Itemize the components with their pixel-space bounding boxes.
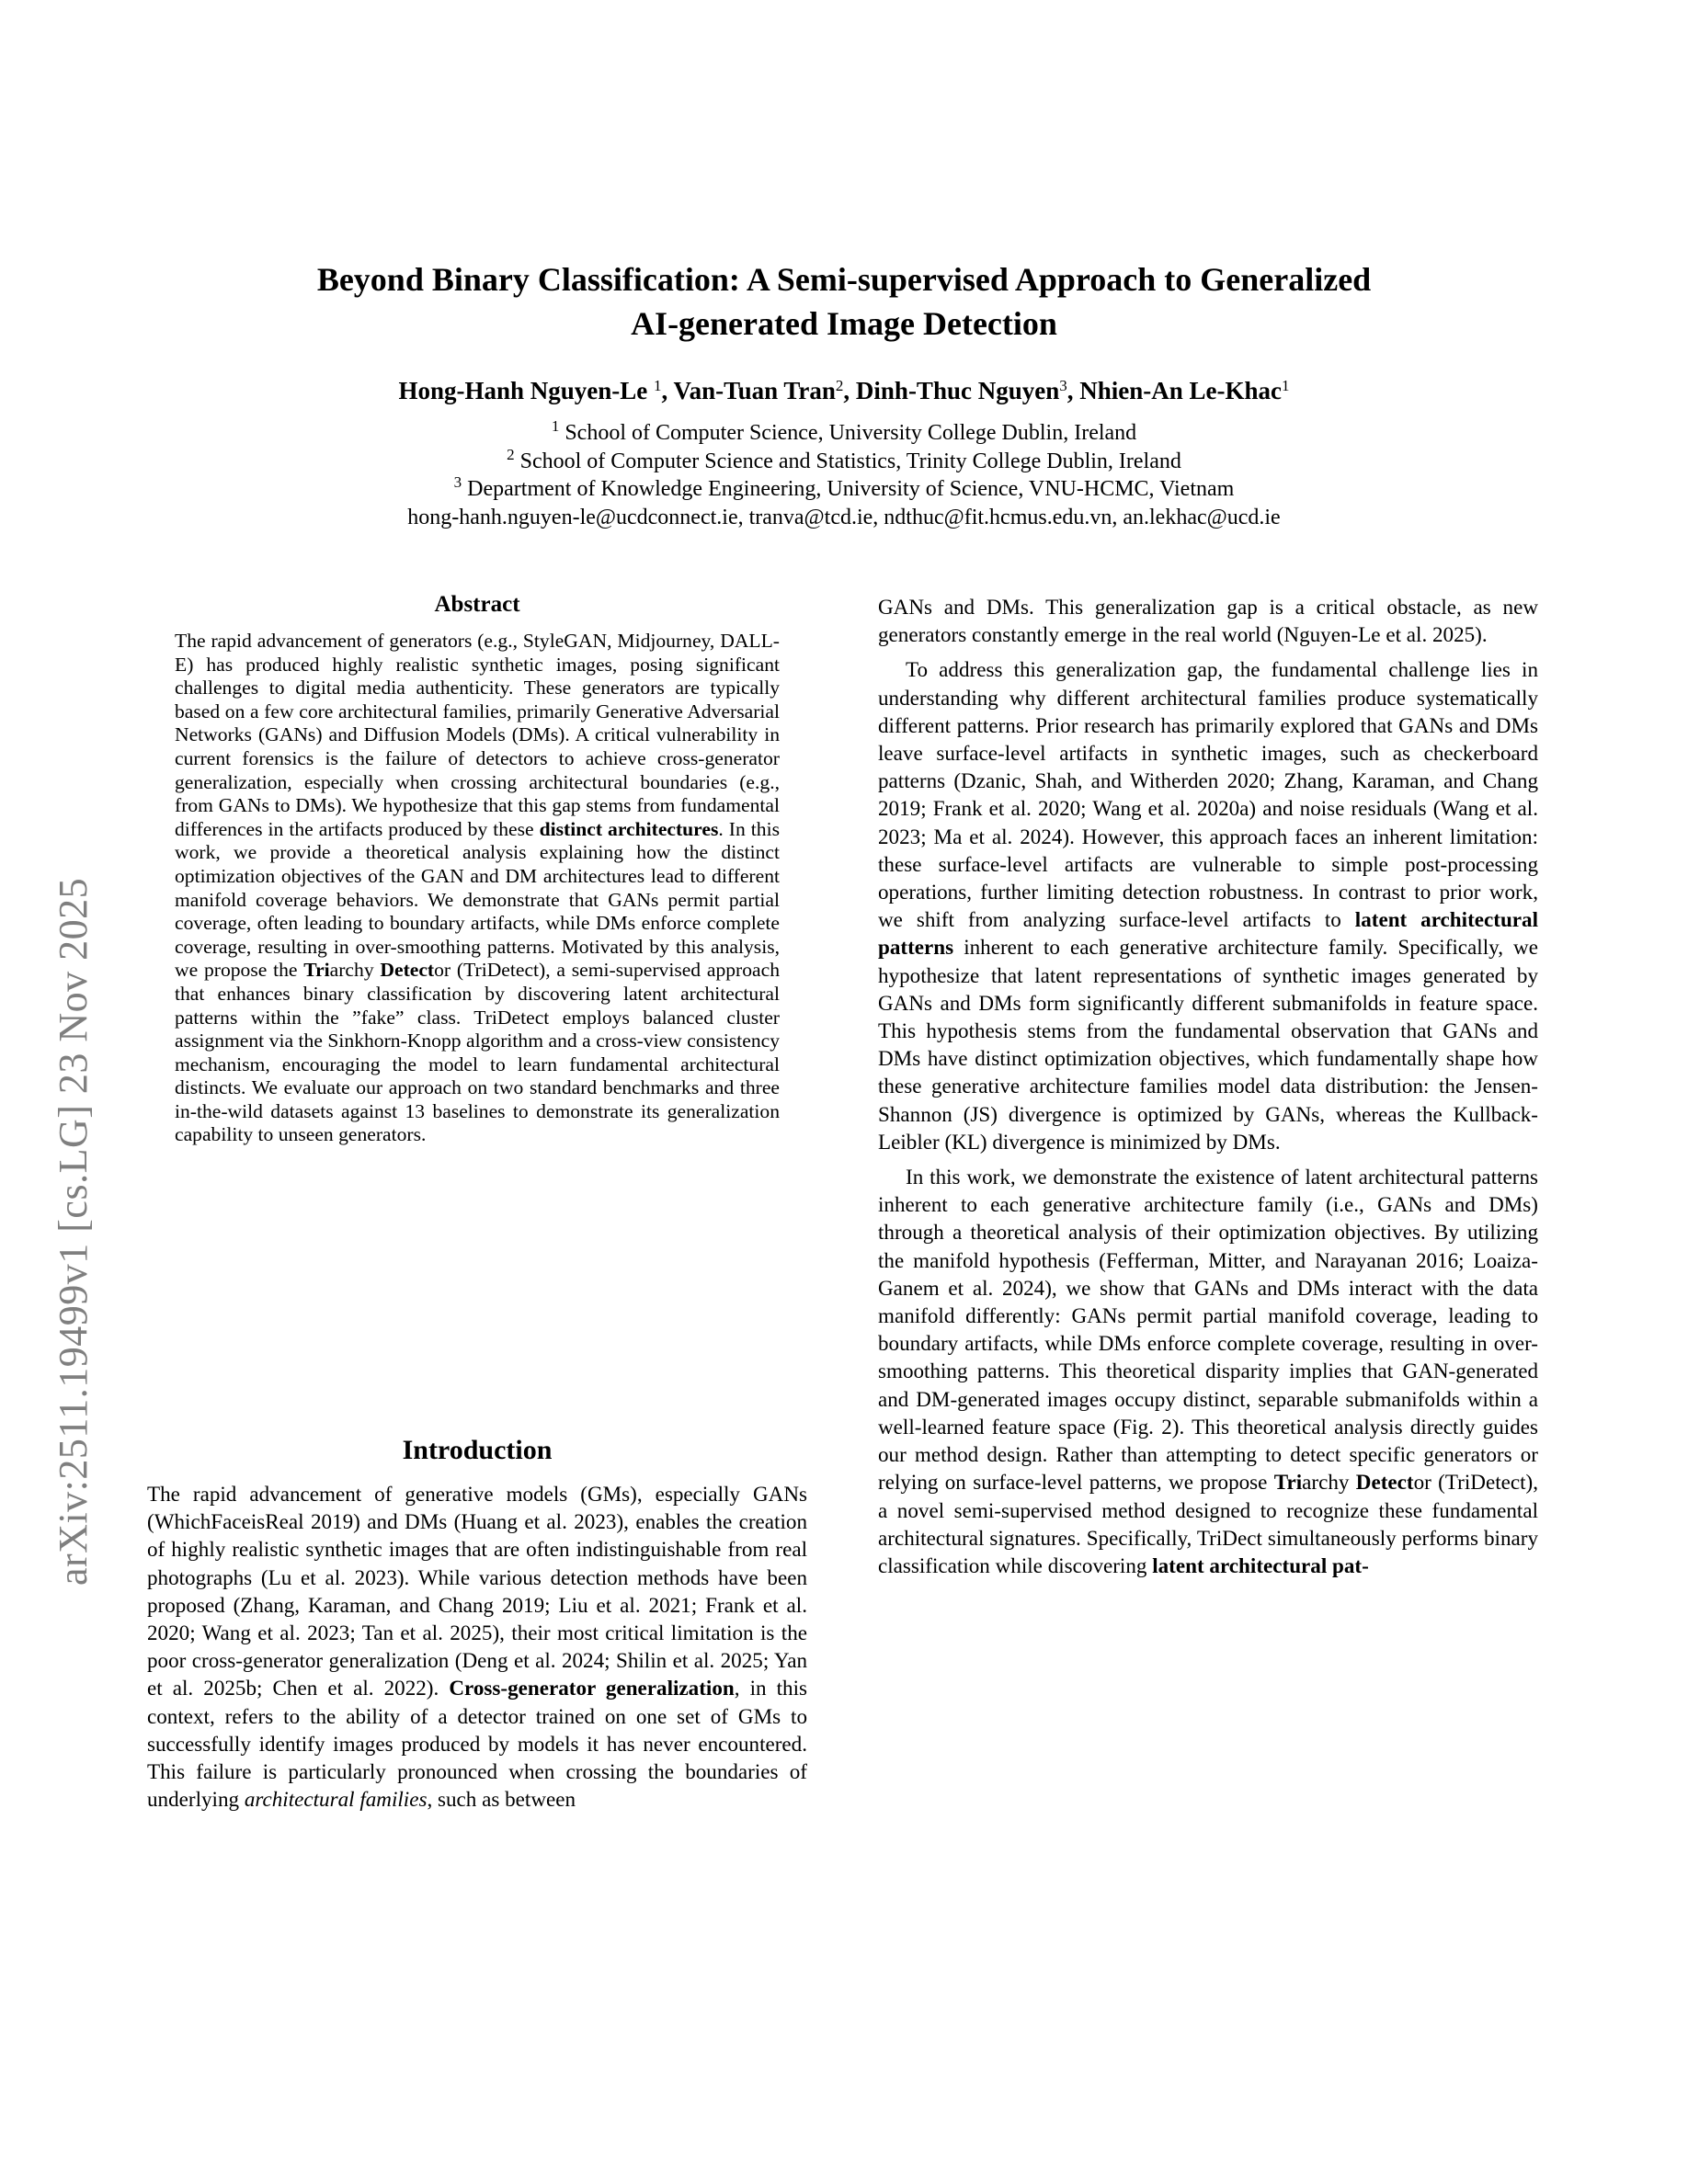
author-separator: , (661, 377, 674, 404)
affiliation-mark: 1 (551, 417, 560, 435)
bold-text: Tri (303, 959, 330, 982)
right-column (878, 593, 1538, 1579)
affiliation-line (147, 419, 1541, 448)
bold-text: Tri (1273, 1470, 1303, 1495)
abstract-heading: Abstract (434, 592, 520, 617)
paper-title (147, 257, 1541, 346)
author-emails: hong-hanh.nguyen-le@ucdconnect.ie, tranva@tcd.ie, ndthuc@fit.hcmus.edu.vn, an.lekhac@ucd.ie (407, 505, 1281, 529)
affiliation-line (147, 475, 1541, 504)
body-paragraph (878, 655, 1538, 1155)
text-run: or (TriDetect), a semi-supervised approach that enhances binary classification by discovering latent architectural patterns within the ”fake” class. TriDetect employs balanced cluster assignment via the Sinkhorn-Knopp algorithm and a cross-view consistency mechanism, encouraging the model to learn fundamental architectural distincts. We evaluate our approach on two standard benchmarks and three in-the-wild datasets against 13 baselines to demonstrate its generalization capability to unseen generators. (175, 959, 781, 1146)
affiliation-list (147, 419, 1541, 504)
text-run: archy (329, 959, 381, 982)
arxiv-side-stamp: arXiv:2511.19499v1 [cs.LG] 23 Nov 2025 (51, 877, 96, 1586)
author-separator: , (843, 377, 856, 404)
affiliation-line (147, 445, 1541, 476)
affiliation-mark: 3 (453, 473, 462, 491)
text-run: or (TriDetect), a novel semi-supervised method designed to recognize these fundamental architectural signatures. Specifically, TriDect simultaneously performs binary classification while discovering (878, 1470, 1538, 1577)
text-run: , such as between (427, 1787, 576, 1812)
title-line-2: AI-generated Image Detection (631, 305, 1057, 342)
affiliation-mark: 2 (507, 445, 515, 463)
text-run: To address this generalization gap, the fundamental challenge lies in understanding why different architectural families produce systematically different patterns. Prior research has primarily explored that GANs and DMs leave surface-level artifacts in synthetic images, such as checkerboard patterns (Dzanic, Shah, and Witherden 2020; Zhang, Karaman, and Chang 2019; Frank et al. 2020; Wang et al. 2020a) and noise residuals (Wang et al. 2023; Ma et al. 2024). However, this approach faces an inherent limitation: these surface-level artifacts are vulnerable to simple post-processing operations, further limiting detection robustness. In contrast to prior work, we shift from analyzing surface-level artifacts to (878, 657, 1538, 932)
affiliation-mark: 3 (1059, 377, 1067, 394)
body-paragraph (878, 1163, 1538, 1579)
affiliation-mark: 1 (1282, 377, 1290, 394)
bold-text: distinct architectures (539, 817, 719, 840)
text-run: . In this work, we provide a theoretical analysis explaining how the distinct optimization objectives of the GAN and DM architectures lead to different manifold coverage behaviors. We demonstrate that GANs permit partial coverage, often leading to boundary artifacts, while DMs enforce complete coverage, resulting in over-smoothing patterns. Motivated by this analysis, we propose the (175, 817, 780, 982)
text-run: , in this context, refers to the ability of a detector trained on one set of GMs to successfully identify images produced by models it has never encountered. This failure is particularly pronounced when crossing the boundaries of underlying (147, 1676, 807, 1812)
abstract-text (175, 630, 780, 1147)
text-run: The rapid advancement of generative models (GMs), especially GANs (WhichFaceisReal 2019) and DMs (Huang et al. 2023), enables the creation of highly realistic synthetic images that are often indistinguishable from real photographs (Lu et al. 2023). While various detection methods have been proposed (Zhang, Karaman, and Chang 2019; Liu et al. 2021; Frank et al. 2020; Wang et al. 2023; Tan et al. 2025), their most critical limitation is the poor cross-generator generalization (Deng et al. 2024; Shilin et al. 2025; Yan et al. 2025b; Chen et al. 2022). (147, 1482, 807, 1701)
author-name: Dinh-Thuc Nguyen (855, 377, 1060, 404)
text-run: GANs and DMs. This generalization gap is a critical obstacle, as new generators constantly emerge in the real world (Nguyen-Le et al. 2025). (878, 595, 1538, 647)
affiliation-text: School of Computer Science, University College Dublin, Ireland (565, 421, 1137, 445)
author-list (147, 374, 1541, 407)
text-run: The rapid advancement of generators (e.g., StyleGAN, Midjourney, DALL-E) has produced highly realistic synthetic images, posing significant challenges to digital media authenticity. These generators are typically based on a few core architectural families, primarily Generative Adversarial Networks (GANs) and Diffusion Models (DMs). A critical vulnerability in current forensics is the failure of detectors to achieve cross-generator generalization, especially when crossing architectural boundaries (e.g., from GANs to DMs). We hypothesize that this gap stems from fundamental differences in the artifacts produced by these (175, 630, 780, 840)
author-name: Van-Tuan Tran (673, 377, 836, 404)
text-run: archy (1302, 1470, 1356, 1495)
italic-text: architectural families (244, 1787, 428, 1812)
author-name: Nhien-An Le-Khac (1079, 377, 1282, 404)
text-run: inherent to each generative architecture family. Specifically, we hypothesize that latent representations of synthetic images generated by GANs and DMs form significantly different submanifolds in feature space. This hypothesis stems from the fundamental observation that GANs and DMs have distinct optimization objectives, which fundamentally shape how these generative architecture families model data distribution: the Jensen-Shannon (JS) divergence is optimized by GANs, whereas the Kullback-Leibler (KL) divergence is minimized by DMs. (878, 935, 1538, 1154)
introduction-heading: Introduction (402, 1435, 553, 1465)
affiliation-mark: 1 (654, 377, 662, 394)
title-line-1: Beyond Binary Classification: A Semi-supervised Approach to Generalized (316, 261, 1372, 298)
affiliations (147, 419, 1541, 531)
author-separator: , (1066, 377, 1080, 404)
introduction-paragraph (147, 1480, 807, 1813)
introduction-left-column (147, 1480, 807, 1813)
author-name: Hong-Hanh Nguyen-Le (398, 377, 648, 404)
bold-text: Detect (380, 959, 435, 982)
affiliation-text: School of Computer Science and Statistics, Trinity College Dublin, Ireland (519, 449, 1181, 473)
affiliation-mark: 2 (835, 377, 844, 394)
bold-text: latent architectural patterns (878, 907, 1539, 960)
affiliation-text: Department of Knowledge Engineering, University of Science, VNU-HCMC, Vietnam (467, 477, 1235, 501)
text-run: In this work, we demonstrate the existence of latent architectural patterns inherent to each generative architecture family (i.e., GANs and DMs) through a theoretical analysis of their optimization objectives. By utilizing the manifold hypothesis (Fefferman, Mitter, and Narayanan 2016; Loaiza-Ganem et al. 2024), we show that GANs and DMs interact with the data manifold differently: GANs permit partial manifold coverage, leading to boundary artifacts, while DMs enforce complete coverage, resulting in over-smoothing patterns. This theoretical disparity implies that GAN-generated and DM-generated images occupy distinct, separable submanifolds within a well-learned feature space (Fig. 2). This theoretical analysis directly guides our method design. Rather than attempting to detect specific generators or relying on surface-level patterns, we propose (878, 1165, 1538, 1495)
bold-text: latent architectural pat- (1152, 1553, 1369, 1577)
body-paragraph (878, 593, 1538, 648)
bold-text: Detect (1355, 1470, 1414, 1495)
bold-text: Cross-generator generalization (449, 1676, 735, 1701)
abstract-section (175, 591, 780, 1147)
